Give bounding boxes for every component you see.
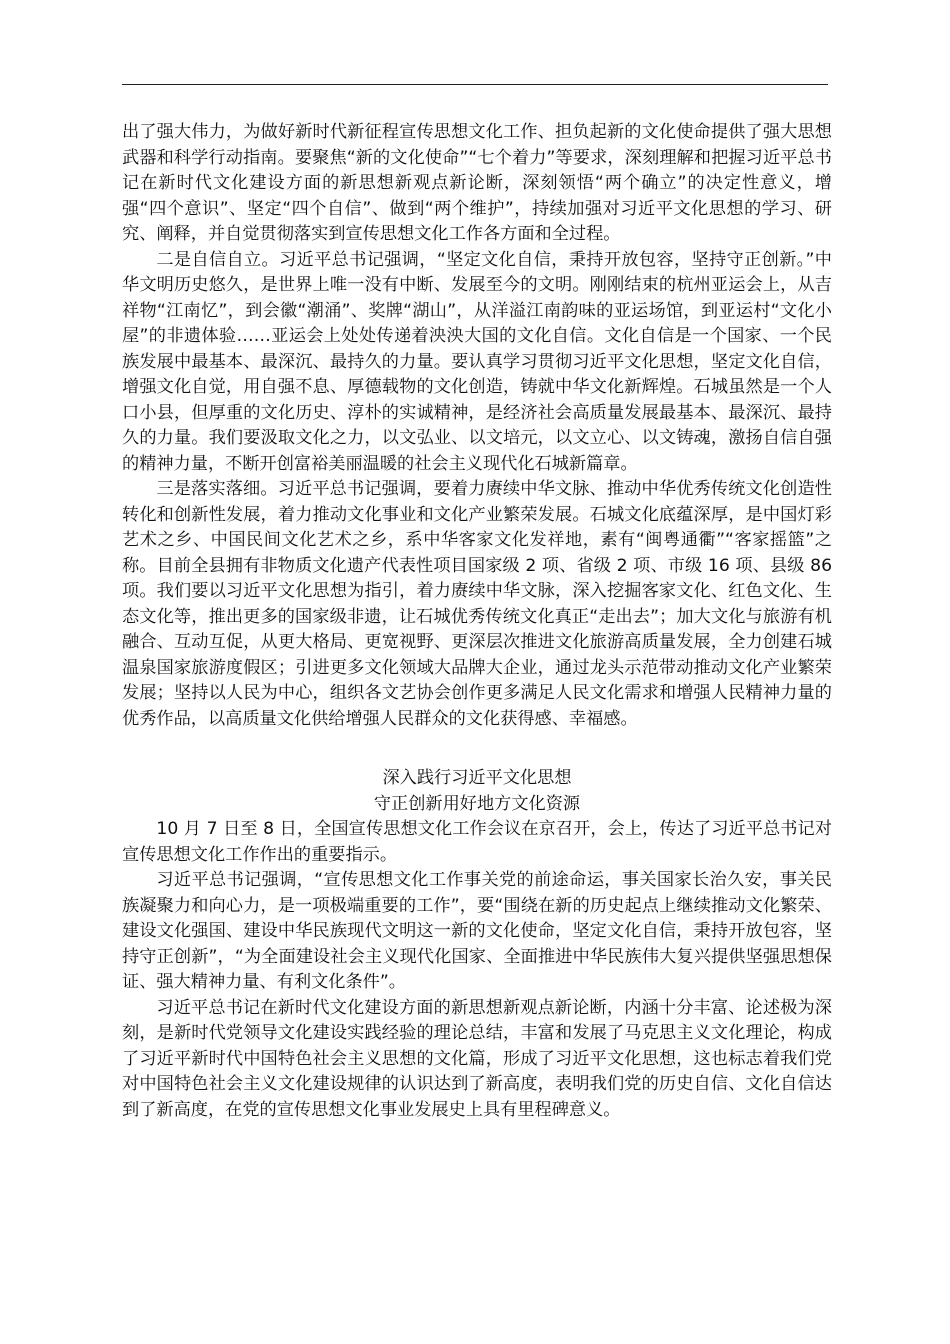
paragraph-implementation: 三是落实落细。习近平总书记强调，要着力赓续中华文脉、推动中华优秀传统文化创造性转化和创新性发展，着力推动文化事业和文化产业繁荣发展。石城文化底蕴深厚，是中国灯彩艺术之乡、中国民间文化艺术之乡，系中华客家文化发祥地，素有“闽粤通衢”“客家摇篮”之称。目前全县拥有非物质文化遗产代表性项目国家级 2 项、省级 2 项、市级 16 项、县级 86 项。我们要以习近平文化思想为指引，着力赓续中华文脉，深入挖掘客家文化、红色文化、生态文化等，推出更多的国家级非遗，让石城优秀传统文化真正“走出去”；加大文化与旅游有机融合、互动互促，从更大格局、更宽视野、更深层次推进文化旅游高质量发展，全力创建石城温泉国家旅游度假区；引进更多文化领域大品牌大企业，通过龙头示范带动推动文化产业繁荣发展；坚持以人民为中心，组织各文艺协会创作更多满足人民文化需求和增强人民精神力量的优秀作品，以高质量文化供给增强人民群众的文化获得感、幸福感。 bbox=[122, 479, 832, 729]
paragraph-instructions: 习近平总书记强调，“宣传思想文化工作事关党的前途命运，事关国家长治久安，事关民族凝聚力和向心力，是一项极端重要的工作”，要“围绕在新的历史起点上继续推动文化繁荣、建设文化强国、建设中华民族现代文明这一新的文化使命，坚定文化自信，秉持开放包容，坚持守正创新”，“为全面建设社会主义现代化国家、全面推进中华民族伟大复兴提供坚强思想保证、强大精神力量、有利文化条件”。 bbox=[122, 870, 832, 992]
paragraph-continuation: 出了强大伟力，为做好新时代新征程宣传思想文化工作、担负起新的文化使命提供了强大思想武器和科学行动指南。要聚焦“新的文化使命”“七个着力”等要求，深刻理解和把握习近平总书记在新时代文化建设方面的新思想新观点新论断，深刻领悟“两个确立”的决定性意义，增强“四个意识”、坚定“四个自信”、做到“两个维护”，持续加强对习近平文化思想的学习、研究、阐释，并自觉贯彻落实到宣传思想文化工作各方面和全过程。 bbox=[122, 122, 832, 244]
section-spacer bbox=[122, 732, 832, 766]
paragraph-significance: 习近平总书记在新时代文化建设方面的新思想新观点新论断，内涵十分丰富、论述极为深刻，是新时代党领导文化建设实践经验的理论总结，丰富和发展了马克思主义文化理论，构成了习近平新时代中国特色社会主义思想的文化篇，形成了习近平文化思想，这也标志着我们党对中国特色社会主义文化建设规律的认识达到了新高度，表明我们党的历史自信、文化自信达到了新高度，在党的宣传思想文化事业发展史上具有里程碑意义。 bbox=[122, 997, 832, 1120]
paragraph-confidence: 二是自信自立。习近平总书记强调，“坚定文化自信，秉持开放包容，坚持守正创新。”中华文明历史悠久，是世界上唯一没有中断、发展至今的文明。刚刚结束的杭州亚运会上，从吉祥物“江南忆”，到会徽“潮涌”、奖牌“湖山”，从洋溢江南韵味的亚运场馆，到亚运村“文化小屋”的非遗体验……亚运会上处处传递着泱泱大国的文化自信。文化自信是一个国家、一个民族发展中最基本、最深沉、最持久的力量。要认真学习贯彻习近平文化思想，坚定文化自信，增强文化自觉，用自强不息、厚德载物的文化创造，铸就中华文化新辉煌。石城虽然是一个人口小县，但厚重的文化历史、淳朴的实诚精神，是经济社会高质量发展最基本、最深沉、最持久的力量。我们要汲取文化之力，以文弘业、以文培元，以文立心、以文铸魂，激扬自信自强的精神力量，不断开创富裕美丽温暖的社会主义现代化石城新篇章。 bbox=[122, 249, 832, 474]
paragraph-meeting: 10 月 7 日至 8 日，全国宣传思想文化工作会议在京召开，会上，传达了习近平总书记对宣传思想文化工作作出的重要指示。 bbox=[122, 819, 832, 865]
document-body bbox=[122, 120, 832, 1123]
header-rule bbox=[122, 84, 828, 85]
article-title-line1: 深入践行习近平文化思想 bbox=[382, 768, 572, 788]
article-title-line2: 守正创新用好地方文化资源 bbox=[373, 793, 581, 814]
